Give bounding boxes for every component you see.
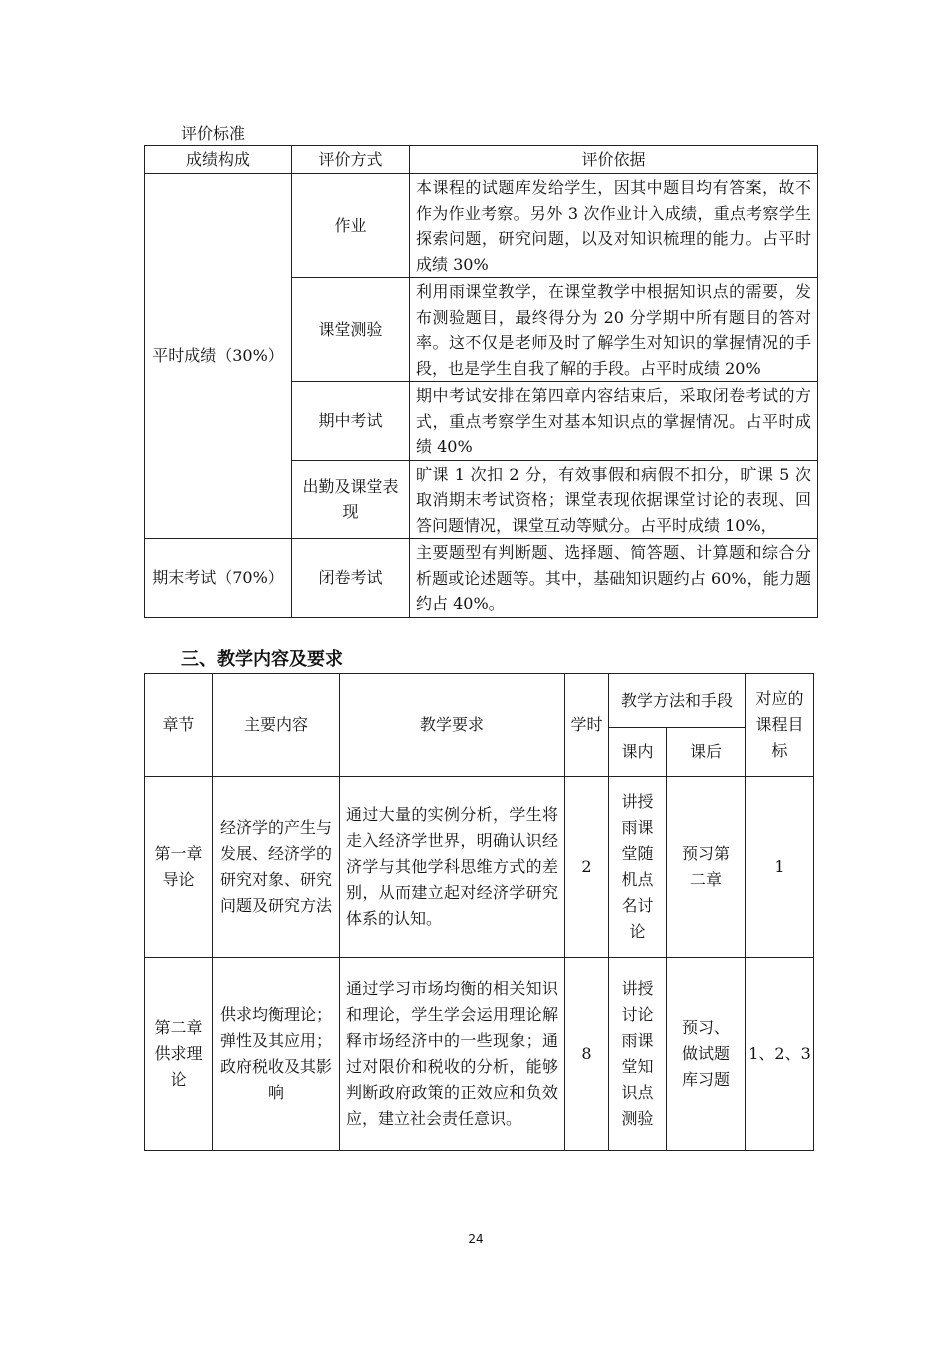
regular-grade-label: 平时成绩（30%） xyxy=(145,174,292,539)
method-cell: 闭卷考试 xyxy=(292,539,410,618)
basis-cell: 利用雨课堂教学，在课堂教学中根据知识点的需要，发布测验题目，最终得分为 20 分学期中所有题目的答对率。这不仅是老师及时了解学生对知识的掌握情况的手段，也是学生自我了解的手段。占平时成绩 20% xyxy=(410,278,818,382)
requirement-cell: 通过大量的实例分析，学生将走入经济学世界，明确认识经济学与其他学科思维方式的差别，从而建立起对经济学研究体系的认知。 xyxy=(340,777,565,958)
requirement-cell: 通过学习市场均衡的相关知识和理论，学生学会运用理论解释市场经济中的一些现象；通过对限价和税收的分析，能够判断政府政策的正效应和负效应，建立社会责任意识。 xyxy=(340,958,565,1151)
teaching-content-table xyxy=(144,673,814,1151)
header-main-content: 主要内容 xyxy=(213,674,340,777)
basis-cell: 期中考试安排在第四章内容结束后，采取闭卷考试的方式，重点考察学生对基本知识点的掌握情况。占平时成绩 40% xyxy=(410,382,818,461)
header-teaching-method: 教学方法和手段 xyxy=(609,674,746,728)
evaluation-header-row xyxy=(145,146,818,174)
header-chapter: 章节 xyxy=(145,674,213,777)
header-hours: 学时 xyxy=(565,674,609,777)
header-grade-composition: 成绩构成 xyxy=(145,146,292,174)
chapter-cell: 第二章供求理论 xyxy=(145,958,213,1151)
method-cell: 出勤及课堂表现 xyxy=(292,460,410,539)
table-row xyxy=(145,777,814,958)
main-content-cell: 经济学的产生与发展、经济学的研究对象、研究问题及研究方法 xyxy=(213,777,340,958)
content-header-row xyxy=(145,674,814,728)
table-row xyxy=(145,539,818,618)
basis-cell: 旷课 1 次扣 2 分，有效事假和病假不扣分，旷课 5 次取消期末考试资格；课堂表现依据课堂讨论的表现、回答问题情况，课堂互动等赋分。占平时成绩 10%， xyxy=(410,460,818,539)
hours-cell: 8 xyxy=(565,958,609,1151)
objective-cell: 1 xyxy=(746,777,814,958)
header-evaluation-method: 评价方式 xyxy=(292,146,410,174)
header-in-class: 课内 xyxy=(609,728,667,777)
evaluation-table xyxy=(144,145,818,618)
final-grade-label: 期末考试（70%） xyxy=(145,539,292,618)
method-cell: 期中考试 xyxy=(292,382,410,461)
main-content-cell: 供求均衡理论；弹性及其应用；政府税收及其影响 xyxy=(213,958,340,1151)
page-number: 24 xyxy=(468,1232,484,1246)
objective-cell: 1、2、3 xyxy=(746,958,814,1151)
basis-cell: 主要题型有判断题、选择题、简答题、计算题和综合分析题或论述题等。其中，基础知识题约占 60%，能力题约占 40%。 xyxy=(410,539,818,618)
in-class-cell: 讲授讨论雨课堂知识点测验 xyxy=(609,958,667,1151)
header-requirement: 教学要求 xyxy=(340,674,565,777)
hours-cell: 2 xyxy=(565,777,609,958)
table-row xyxy=(145,174,818,278)
evaluation-caption: 评价标准 xyxy=(181,124,246,143)
after-class-cell: 预习第二章 xyxy=(667,777,746,958)
chapter-cell: 第一章导论 xyxy=(145,777,213,958)
section-title: 三、教学内容及要求 xyxy=(181,649,343,670)
header-evaluation-basis: 评价依据 xyxy=(410,146,818,174)
method-cell: 课堂测验 xyxy=(292,278,410,382)
method-cell: 作业 xyxy=(292,174,410,278)
table-row xyxy=(145,958,814,1151)
header-objective: 对应的课程目标 xyxy=(746,674,814,777)
basis-cell: 本课程的试题库发给学生，因其中题目均有答案，故不作为作业考察。另外 3 次作业计入成绩，重点考察学生探索问题，研究问题，以及对知识梳理的能力。占平时成绩 30% xyxy=(410,174,818,278)
after-class-cell: 预习、做试题库习题 xyxy=(667,958,746,1151)
header-after-class: 课后 xyxy=(667,728,746,777)
in-class-cell: 讲授雨课堂随机点名讨论 xyxy=(609,777,667,958)
